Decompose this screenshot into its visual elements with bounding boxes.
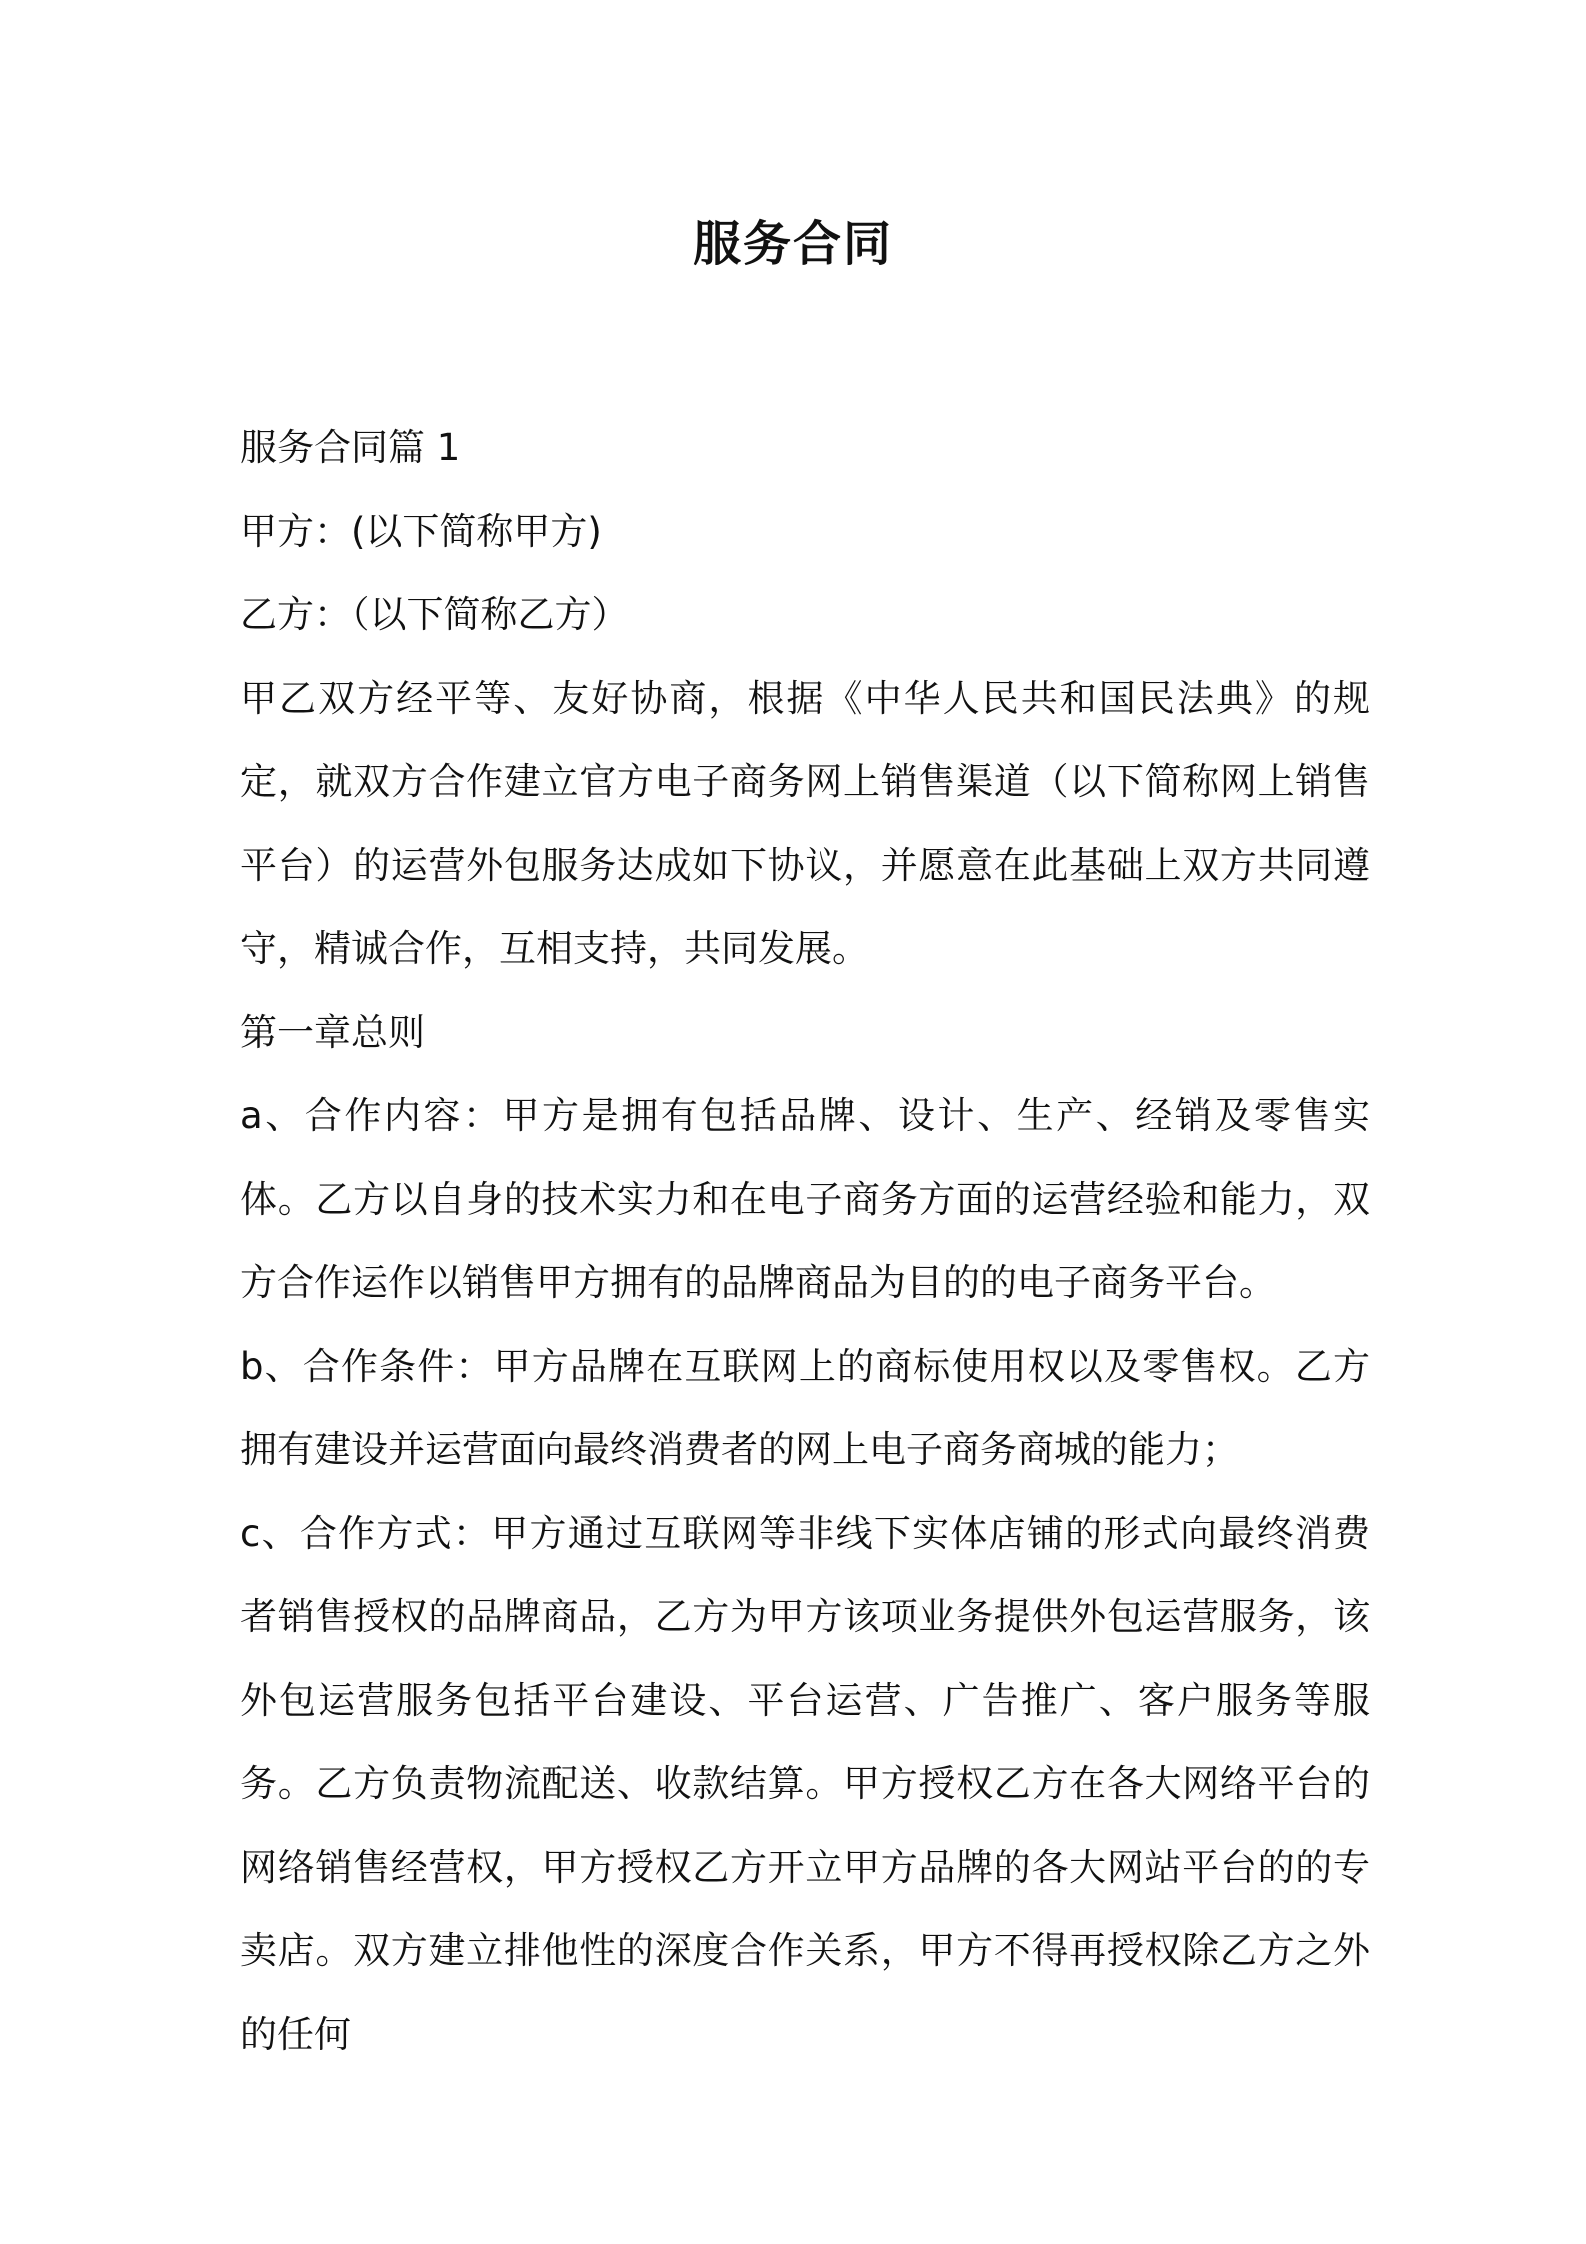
clause-a-paragraph: a、合作内容：甲方是拥有包括品牌、设计、生产、经销及零售实体。乙方以自身的技术实力和在电子商务方面的运营经验和能力，双方合作运作以销售甲方拥有的品牌商品为目的的电子商务平台。 [240,1094,1370,1304]
party-b-line: 乙方：（以下简称乙方） [240,593,629,636]
preamble-paragraph: 甲乙双方经平等、友好协商，根据《中华人民共和国民法典》的规定，就双方合作建立官方电子商务网上销售渠道（以下简称网上销售平台）的运营外包服务达成如下协议，并愿意在此基础上双方共同遵守，精诚合作，互相支持，共同发展。 [240,676,1370,970]
document-body [240,406,1370,2076]
clause-c-paragraph: c、合作方式：甲方通过互联网等非线下实体店铺的形式向最终消费者销售授权的品牌商品，乙方为甲方该项业务提供外包运营服务，该外包运营服务包括平台建设、平台运营、广告推广、客户服务等服务。乙方负责物流配送、收款结算。甲方授权乙方在各大网络平台的网络销售经营权，甲方授权乙方开立甲方品牌的各大网站平台的的专卖店。双方建立排他性的深度合作关系，甲方不得再授权除乙方之外的任何 [240,1511,1370,2056]
document-title: 服务合同 [692,216,893,272]
chapter-heading: 第一章总则 [240,1010,425,1054]
party-a-line: 甲方：(以下简称甲方) [240,509,602,553]
clause-b-paragraph: b、合作条件：甲方品牌在互联网上的商标使用权以及零售权。乙方拥有建设并运营面向最终消费者的网上电子商务商城的能力； [240,1344,1370,1471]
section-heading: 服务合同篇 1 [240,426,461,469]
